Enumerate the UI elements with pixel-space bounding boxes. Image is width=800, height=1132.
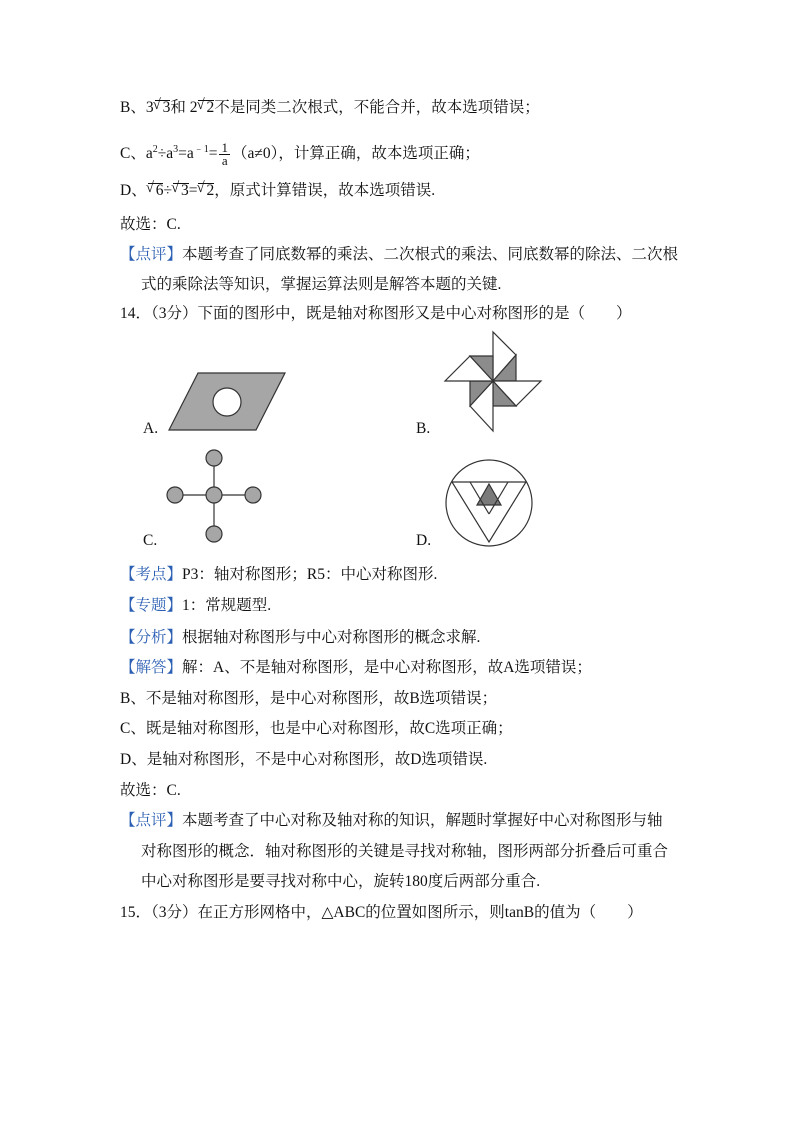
- q13-b-suffix: 不是同类二次根式，不能合并，故本选项错误；: [214, 99, 540, 116]
- radicand: 6: [155, 182, 164, 199]
- fraction-denominator: a: [221, 152, 228, 168]
- zhuanti-line: [120, 596, 271, 616]
- exponent: 2: [152, 144, 158, 155]
- option-a-label: A.: [143, 420, 159, 437]
- figure-b-pinwheel: [444, 330, 542, 433]
- divide-sign: ÷: [163, 182, 172, 199]
- exponent: 3: [173, 144, 179, 155]
- fenxi-tag: 【分析】: [120, 629, 183, 646]
- equals-sign: =: [188, 182, 198, 199]
- q14-comment-line-1: [120, 811, 663, 831]
- radicand: 3: [180, 182, 189, 199]
- comment-text: 本题考查了中心对称及轴对称的知识，解题时掌握好中心对称图形与轴: [182, 812, 663, 829]
- jieda-line: [120, 658, 592, 678]
- figure-d-circle-triangles: [444, 458, 534, 548]
- radical: [173, 183, 189, 198]
- fenxi-line: [120, 628, 480, 648]
- kaodian-text: P3：轴对称图形；R5：中心对称图形.: [182, 566, 438, 583]
- radicand: 2: [206, 182, 215, 199]
- q14-comment-line-2: 对称图形的概念．轴对称图形的关键是寻找对称轴，图形两部分折叠后可重合: [141, 843, 669, 860]
- zhuanti-tag: 【专题】: [120, 597, 183, 614]
- option-c-label: C.: [143, 532, 158, 549]
- solution-line-d: D、是轴对称图形，不是中心对称图形，故D选项错误.: [120, 751, 488, 768]
- q13-b-mid: 和 2: [170, 99, 198, 116]
- q13-b-prefix: B、3: [120, 99, 154, 116]
- q13-c-suffix: （a≠0），计算正确，故本选项正确；: [231, 145, 480, 162]
- q13-c-prefix: C、a: [120, 145, 153, 162]
- comment-text: 本题考查了同底数幂的乘法、二次根式的乘法、同底数幂的除法、二次根: [182, 246, 679, 263]
- fenxi-text: 根据轴对称图形与中心对称图形的概念求解.: [182, 629, 481, 646]
- q13-option-b: [120, 98, 540, 118]
- q14-comment-line-3: 中心对称图形是要寻找对称中心，旋转180度后两部分重合.: [141, 873, 541, 890]
- figure-a-parallelogram: [168, 372, 288, 432]
- equals-sign: =: [208, 145, 218, 162]
- zhuanti-text: 1：常规题型.: [182, 597, 272, 614]
- solution-line-b: B、不是轴对称图形，是中心对称图形，故B选项错误；: [120, 690, 498, 707]
- q13-c-mid: =a: [178, 145, 194, 162]
- q13-d-prefix: D、: [120, 182, 147, 199]
- jieda-text: 解：A、不是轴对称图形，是中心对称图形，故A选项错误；: [182, 659, 592, 676]
- q13-comment-line-2: 式的乘除法等知识，掌握运算法则是解答本题的关键.: [141, 276, 502, 293]
- kaodian-tag: 【考点】: [120, 566, 183, 583]
- comment-tag: 【点评】: [120, 246, 183, 263]
- kaodian-line: [120, 565, 437, 585]
- fraction-numerator: 1: [221, 139, 228, 155]
- radical: [198, 183, 214, 198]
- exponent: ﹣1: [193, 144, 209, 155]
- option-d-label: D.: [416, 532, 432, 549]
- q13-option-c: [120, 140, 480, 167]
- radical: [198, 100, 214, 115]
- radical: [148, 183, 164, 198]
- comment-tag: 【点评】: [120, 812, 183, 829]
- radicand: 3: [162, 99, 171, 116]
- q14-stem: 14．（3分）下面的图形中，既是轴对称图形又是中心对称图形的是（ ）: [120, 305, 632, 322]
- q15-stem: 15．（3分）在正方形网格中，△ABC的位置如图所示，则tanB的值为（ ）: [120, 904, 643, 921]
- jieda-tag: 【解答】: [120, 659, 183, 676]
- q13-comment-line-1: [120, 245, 678, 265]
- q13-c-mid: ÷a: [157, 145, 174, 162]
- q13-option-d: [120, 181, 435, 201]
- q13-d-suffix: ，原式计算错误，故本选项错误.: [214, 182, 436, 199]
- q14-answer: 故选：C.: [120, 782, 181, 799]
- fraction: [219, 139, 230, 168]
- figure-c-ball-cross: [166, 449, 262, 545]
- option-b-label: B.: [416, 420, 431, 437]
- q13-answer: 故选：C.: [120, 216, 181, 233]
- radical: [155, 100, 171, 115]
- radicand: 2: [206, 99, 215, 116]
- solution-line-c: C、既是轴对称图形，也是中心对称图形，故C选项正确；: [120, 720, 513, 737]
